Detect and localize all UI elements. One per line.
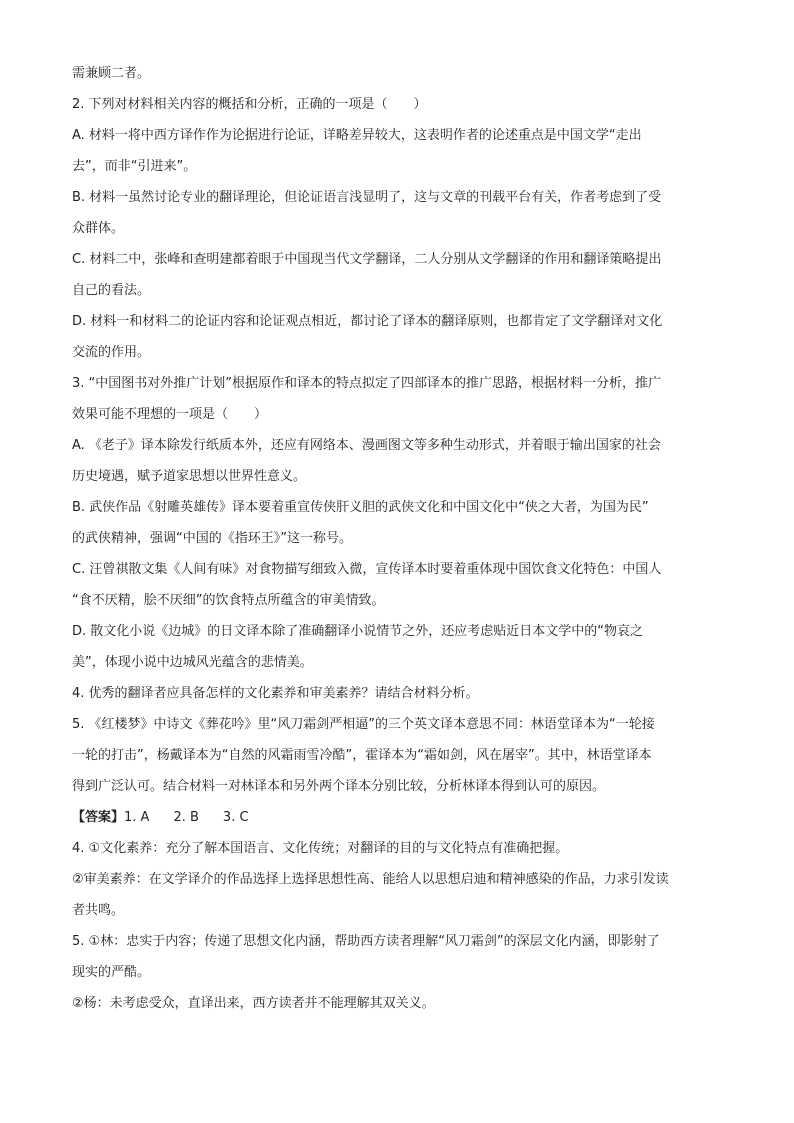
text-line: 需兼顾二者。 [72,66,151,81]
text-line: “食不厌精，脍不厌细”的饮食特点所蕴含的审美情致。 [72,593,385,608]
text-line: 美”，体现小说中边城风光蕴含的悲情美。 [72,655,313,670]
text-line: 去”，而非“引进来”。 [72,159,197,174]
text-line: 4. 优秀的翻译者应具备怎样的文化素养和审美素养？请结合材料分析。 [72,686,479,701]
text-line: 者共鸣。 [72,903,125,918]
text-line: 众群体。 [72,221,125,236]
text-line: 交流的作用。 [72,345,151,360]
text-line: 4. ①文化素养：充分了解本国语言、文化传统；对翻译的目的与文化特点有准确把握。 [72,841,569,856]
text-line: B. 材料一虽然讨论专业的翻译理论，但论证语言浅显明了，这与文章的刊载平台有关，作者考虑到了受 [72,190,662,205]
text-line: A. 材料一将中西方译作作为论据进行论证，详略差异较大，这表明作者的论述重点是中国文学“走出 [72,128,642,143]
answer-item: 3. C [222,810,249,825]
answer-item: 1. A [124,810,150,825]
text-line: ②审美素养：在文学译介的作品选择上选择思想性高、能给人以思想启迪和精神感染的作品，力求引发读 [72,872,669,887]
text-line: ②杨：未考虑受众，直译出来，西方读者并不能理解其双关义。 [72,996,435,1011]
text-line: 自己的看法。 [72,283,151,298]
text-line: 5. ①林：忠实于内容；传递了思想文化内涵，帮助西方读者理解“风刀霜剑”的深层文化内涵，即影射了 [72,934,660,949]
text-line: 2. 下列对材料相关内容的概括和分析，正确的一项是（ ） [72,97,427,112]
text-line: A. 《老子》译本除发行纸质本外，还应有网络本、漫画图文等多种生动形式，并着眼于输出国家的社会 [72,438,661,453]
answer-line [72,802,724,833]
text-line: 历史境遇，赋予道家思想以世界性意义。 [72,469,307,484]
question-text-block [72,58,724,1019]
text-line: D. 材料一和材料二的论证内容和论证观点相近，都讨论了译本的翻译原则，也都肯定了文学翻译对文化 [72,314,663,329]
text-line: 的武侠精神，强调“中国的《指环王》”这一称号。 [72,531,352,546]
text-line: D. 散文化小说《边城》的日文译本除了准确翻译小说情节之外，还应考虑贴近日本文学中的“物哀之 [72,624,644,639]
answer-item: 2. B [173,810,199,825]
text-line: C. 汪曾祺散文集《人间有味》对食物描写细致入微，宣传译本时要着重体现中国饮食文化特色：中国人 [72,562,662,577]
text-line: 一轮的打击”，杨戴译本为“自然的风霜雨雪冷酷”，霍译本为“霜如剑，风在屠宰”。其中，林语堂译本 [72,748,652,763]
text-line: B. 武侠作品《射雕英雄传》译本要着重宣传侠肝义胆的武侠文化和中国文化中“侠之大者，为国为民” [72,500,649,515]
text-line: 现实的严酷。 [72,965,151,980]
text-line: 5. 《红楼梦》中诗文《葬花吟》里“风刀霜剑严相逼”的三个英文译本意思不同：林语堂译本为“一轮接 [72,717,655,732]
answer-tag: 【答案】 [72,810,125,825]
text-line: 得到广泛认可。结合材料一对林译本和另外两个译本分别比较，分析林译本得到认可的原因。 [72,779,606,794]
text-line: C. 材料二中，张峰和查明建都着眼于中国现当代文学翻译，二人分别从文学翻译的作用和翻译策略提出 [72,252,662,267]
text-line: 3. “中国图书对外推广计划”根据原作和译本的特点拟定了四部译本的推广思路，根据材料一分析，推广 [72,376,662,391]
text-line: 效果可能不理想的一项是（ ） [72,407,268,422]
